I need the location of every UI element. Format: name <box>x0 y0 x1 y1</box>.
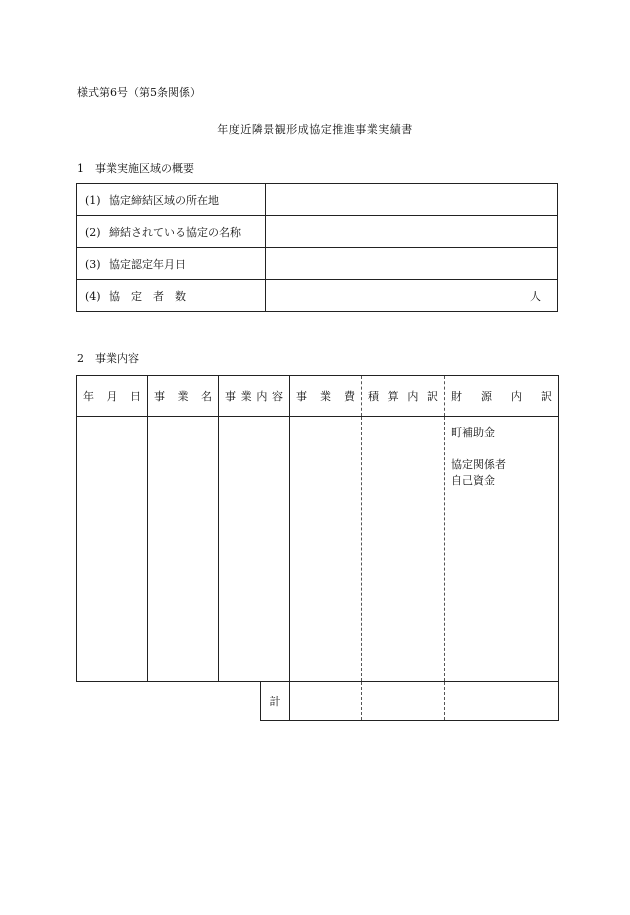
project-content-entry-field[interactable] <box>219 417 290 682</box>
col-header-project-name: 事 業 名 <box>148 376 219 417</box>
total-row <box>261 682 559 721</box>
project-name-entry-field[interactable] <box>148 417 219 682</box>
overview-row-agreement-name <box>77 216 558 248</box>
overview-row-location <box>77 184 558 216</box>
content-header-row <box>77 376 559 417</box>
project-content-table <box>76 375 559 682</box>
row-label-location: (1) 協定締結区域の所在地 <box>77 184 266 216</box>
col-header-date: 年 月 日 <box>77 376 148 417</box>
total-breakdown-field[interactable] <box>362 682 445 721</box>
overview-row-approval-date <box>77 248 558 280</box>
col-header-funding-breakdown: 財 源 内 訳 <box>445 376 559 417</box>
location-value-field[interactable] <box>266 184 558 216</box>
row-label-agreement-name: (2) 締結されている協定の名称 <box>77 216 266 248</box>
area-overview-table <box>76 183 558 312</box>
total-row-table <box>260 681 559 721</box>
total-funding-field[interactable] <box>445 682 559 721</box>
total-label: 計 <box>261 682 290 721</box>
funding-own-funds-label: 自己資金 <box>451 474 495 487</box>
party-count-value-field[interactable]: 人 <box>266 280 558 312</box>
total-cost-field[interactable] <box>290 682 362 721</box>
approval-date-value-field[interactable] <box>266 248 558 280</box>
form-number: 様式第6号（第5条関係） <box>77 86 201 99</box>
content-body-row <box>77 417 559 682</box>
col-header-cost-breakdown: 積 算 内 訳 <box>362 376 445 417</box>
row-label-approval-date: (3) 協定認定年月日 <box>77 248 266 280</box>
project-cost-entry-field[interactable] <box>290 417 362 682</box>
row-label-party-count: (4) 協 定 者 数 <box>77 280 266 312</box>
section2-heading: 2 事業内容 <box>77 352 139 365</box>
section1-heading: 1 事業実施区域の概要 <box>77 162 194 175</box>
funding-breakdown-cell[interactable] <box>445 417 559 682</box>
funding-parties-label: 協定関係者 <box>451 458 506 471</box>
overview-row-party-count <box>77 280 558 312</box>
agreement-name-value-field[interactable] <box>266 216 558 248</box>
document-title: 年度近隣景観形成協定推進事業実績書 <box>217 123 413 136</box>
col-header-project-cost: 事 業 費 <box>290 376 362 417</box>
col-header-project-content: 事 業 内 容 <box>219 376 290 417</box>
funding-town-subsidy: 町補助金 <box>451 426 495 439</box>
date-entry-field[interactable] <box>77 417 148 682</box>
cost-breakdown-entry-field[interactable] <box>362 417 445 682</box>
